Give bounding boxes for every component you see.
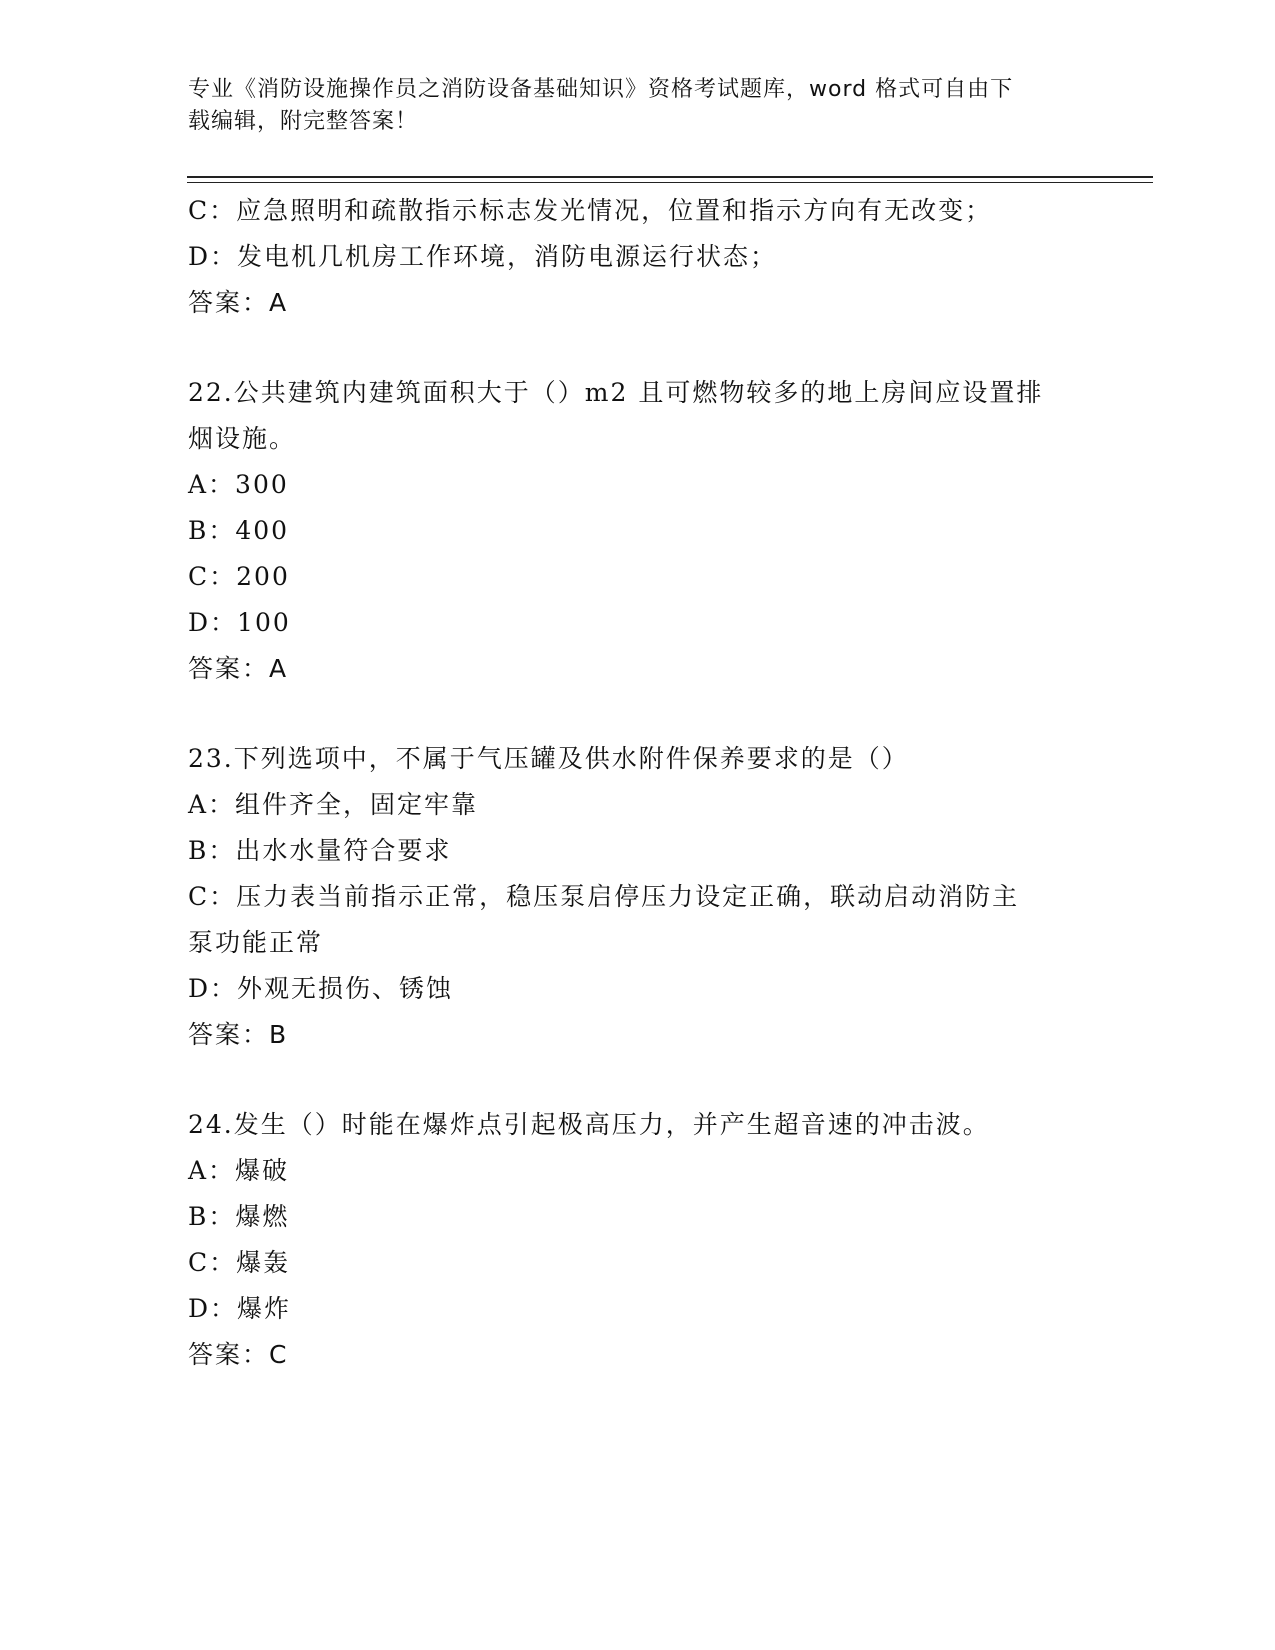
answer-line: 答案：B bbox=[188, 1020, 289, 1049]
answer-line: 答案：A bbox=[188, 654, 289, 683]
question-24 bbox=[188, 1102, 1088, 1378]
question-21-tail bbox=[188, 188, 1088, 326]
option-a: A：300 bbox=[188, 470, 289, 499]
spacer bbox=[188, 692, 1088, 736]
option-b: B：400 bbox=[188, 516, 290, 545]
option-c: C：200 bbox=[188, 562, 290, 591]
question-22 bbox=[188, 370, 1088, 692]
option-a: A：组件齐全，固定牢靠 bbox=[188, 790, 479, 819]
option-c: C：爆轰 bbox=[188, 1248, 291, 1277]
option-c: C：应急照明和疏散指示标志发光情况，位置和指示方向有无改变； bbox=[188, 196, 993, 225]
question-list bbox=[188, 188, 1088, 1378]
question-23 bbox=[188, 736, 1088, 1058]
answer-line: 答案：A bbox=[188, 288, 289, 317]
question-stem: 24.发生（）时能在爆炸点引起极高压力，并产生超音速的冲击波。 bbox=[188, 1110, 990, 1139]
option-d: D：发电机几机房工作环境，消防电源运行状态； bbox=[188, 242, 778, 271]
option-d: D：外观无损伤、锈蚀 bbox=[188, 974, 454, 1003]
header-line-1: 专业《消防设施操作员之消防设备基础知识》资格考试题库，word 格式可自由下 bbox=[188, 77, 1014, 102]
answer-line: 答案：C bbox=[188, 1340, 289, 1369]
option-a: A：爆破 bbox=[188, 1156, 290, 1185]
document-header bbox=[188, 74, 1088, 138]
question-stem: 22.公共建筑内建筑面积大于（）m2 且可燃物较多的地上房间应设置排 bbox=[188, 378, 1044, 407]
header-line-2: 载编辑，附完整答案！ bbox=[188, 109, 419, 134]
header-divider-thick bbox=[187, 176, 1153, 178]
header-divider-thin bbox=[187, 182, 1153, 183]
question-stem-continued: 烟设施。 bbox=[188, 424, 297, 453]
option-b: B：出水水量符合要求 bbox=[188, 836, 452, 865]
option-b: B：爆燃 bbox=[188, 1202, 290, 1231]
option-d: D：爆炸 bbox=[188, 1294, 292, 1323]
spacer bbox=[188, 326, 1088, 370]
option-c: C：压力表当前指示正常，稳压泵启停压力设定正确，联动启动消防主 bbox=[188, 882, 1020, 911]
option-c-continued: 泵功能正常 bbox=[188, 928, 324, 957]
option-d: D：100 bbox=[188, 608, 291, 637]
spacer bbox=[188, 1058, 1088, 1102]
question-stem: 23.下列选项中，不属于气压罐及供水附件保养要求的是（） bbox=[188, 744, 909, 773]
